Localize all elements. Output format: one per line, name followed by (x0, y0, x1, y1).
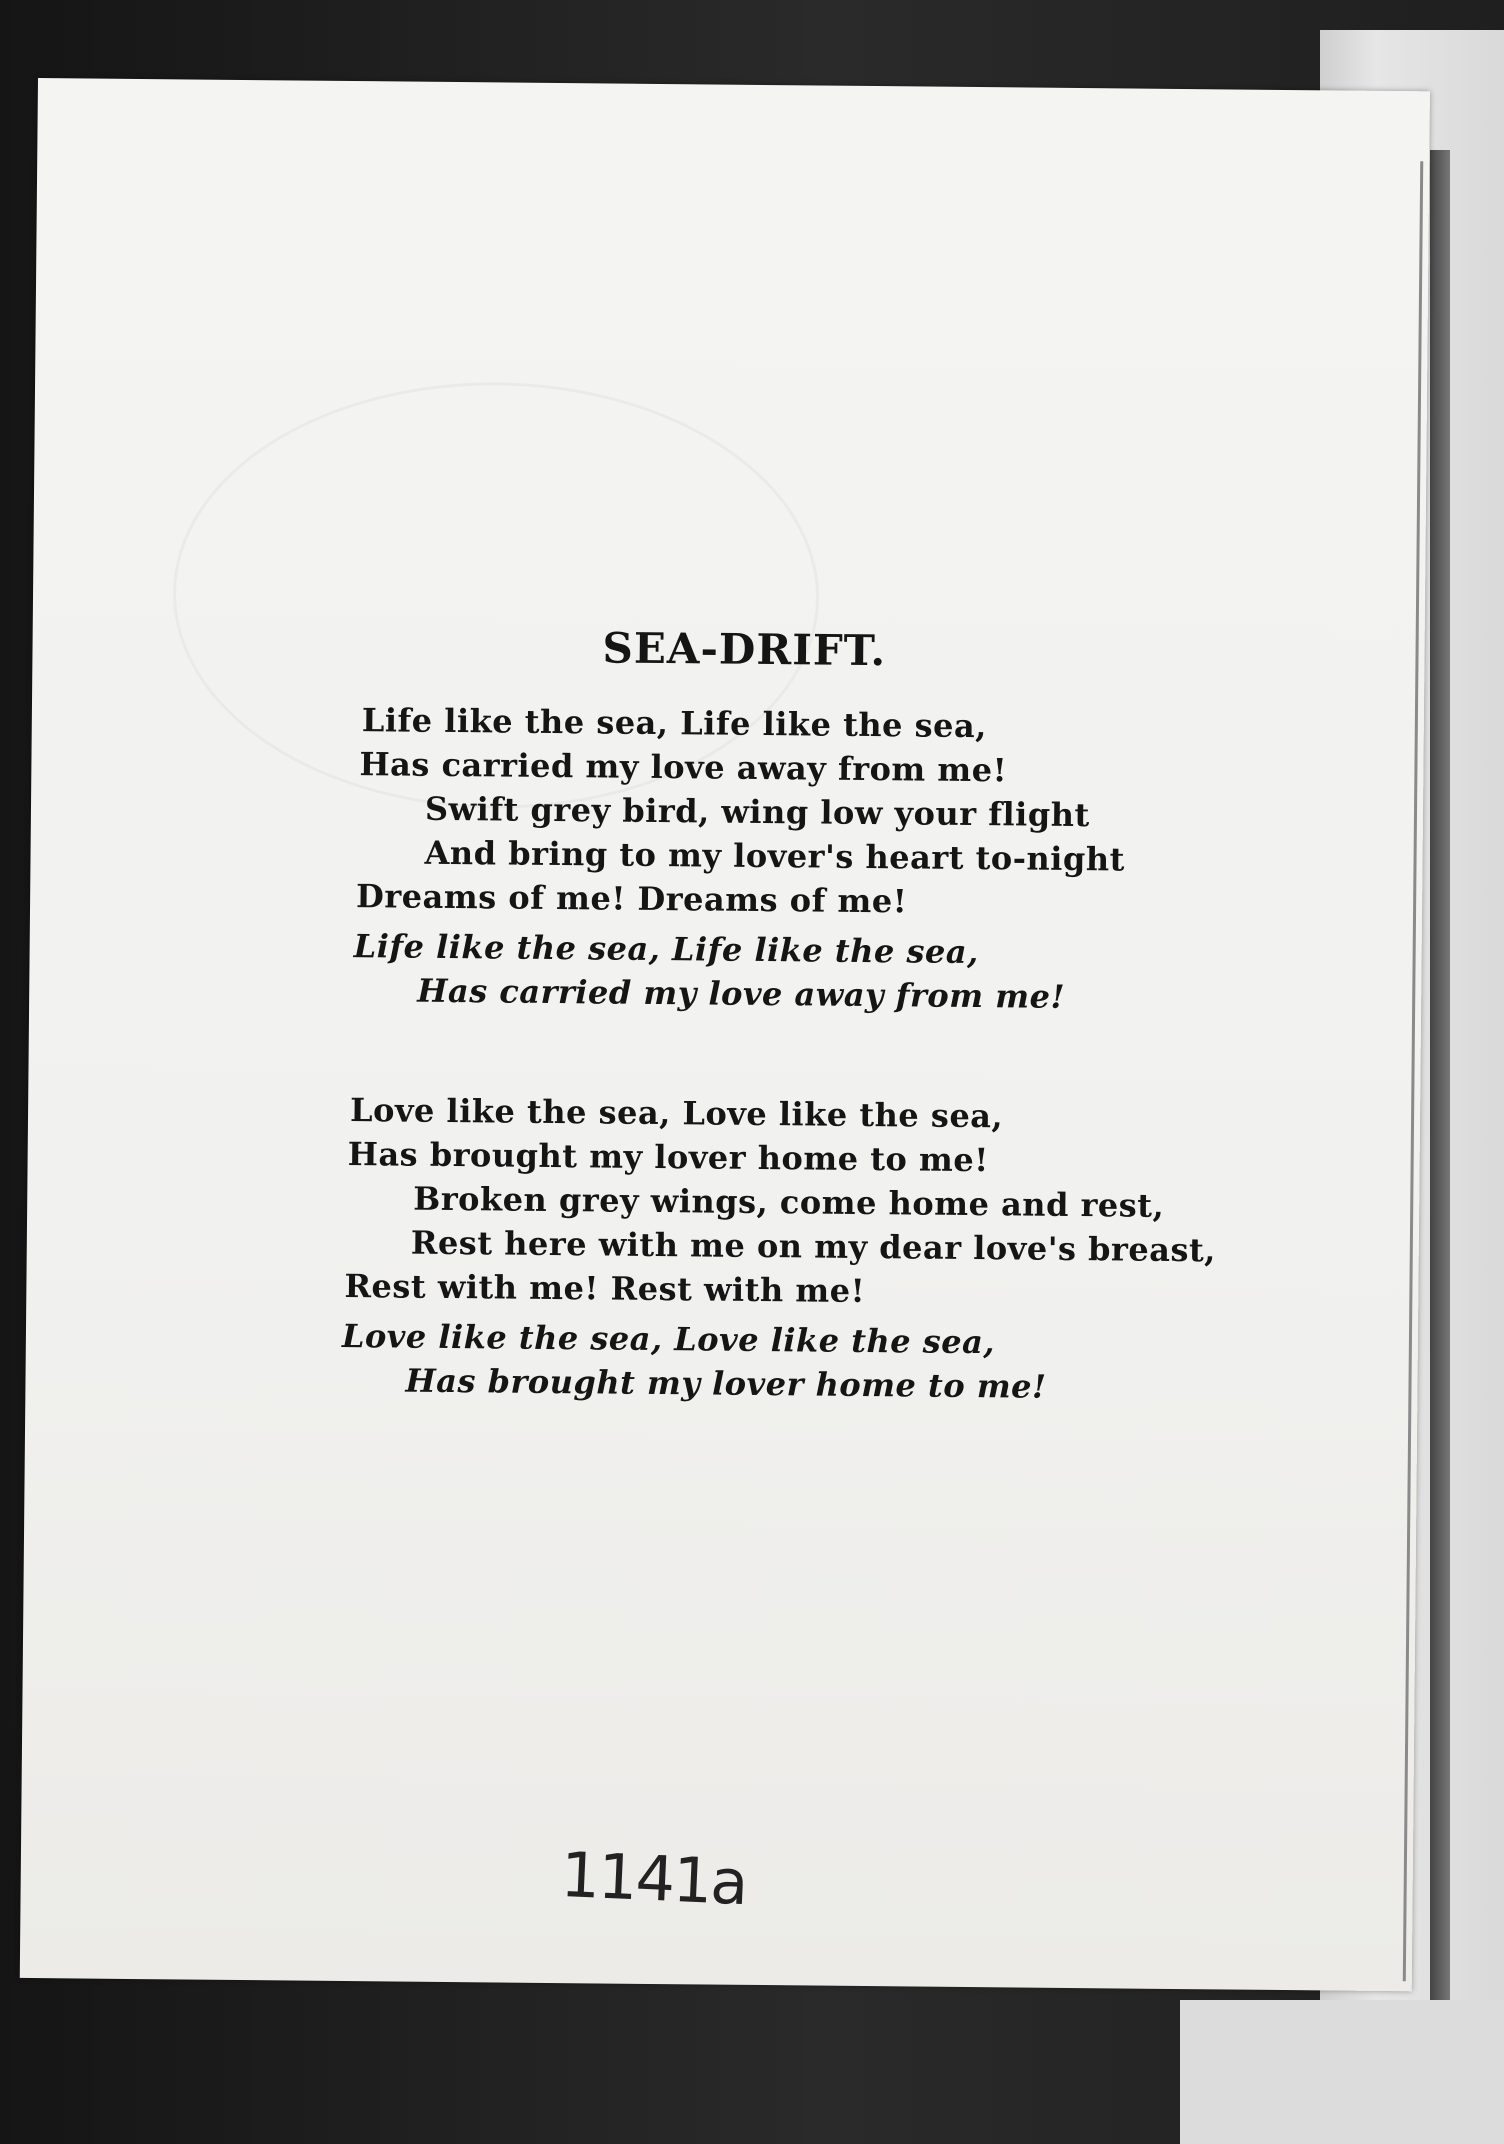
poem-line: Has carried my love away from me! (359, 745, 1008, 790)
handwritten-catalog-number: 1141a (559, 1837, 749, 1920)
poem-line-refrain: Life like the sea, Life like the sea, (353, 927, 979, 972)
poem-line: Swift grey bird, wing low your flight (424, 789, 1090, 835)
poem-line: Has brought my lover home to me! (347, 1135, 989, 1180)
poem-line: And bring to my lover's heart to-night (424, 833, 1126, 879)
poem-line: Love like the sea, Love like the sea, (349, 1091, 1004, 1136)
poem-line-refrain: Has brought my lover home to me! (405, 1361, 1047, 1406)
poem-line: Rest with me! Rest with me! (344, 1266, 866, 1310)
page-gutter-shadow (1430, 150, 1450, 2020)
poem-line: Life like the sea, Life like the sea, (361, 701, 988, 746)
document-page (20, 78, 1430, 1991)
underlying-sheet (1180, 2000, 1504, 2144)
poem-line-refrain: Has carried my love away from me! (417, 971, 1066, 1016)
poem-title: SEA-DRIFT. (602, 623, 887, 676)
poem-line: Broken grey wings, come home and rest, (413, 1179, 1165, 1225)
poem-content (20, 78, 1430, 1991)
poem-line: Rest here with me on my dear love's breast, (410, 1223, 1217, 1270)
poem-line: Dreams of me! Dreams of me! (355, 877, 908, 921)
poem-line-refrain: Love like the sea, Love like the sea, (341, 1316, 996, 1362)
